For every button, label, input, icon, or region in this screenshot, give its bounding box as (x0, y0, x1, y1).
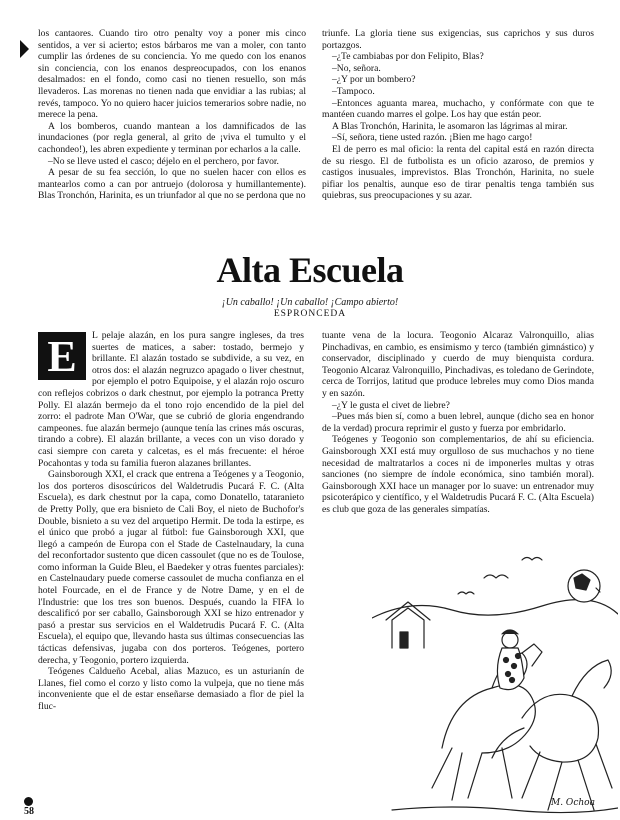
paragraph: A pesar de su fea sección, lo que no suelen hacer con ellos es mantearlos como a can por antruejo (dolorosa y humillantemente). Blas Tronchón, Harinita, es un triunfador al que no se perdona que no (38, 167, 306, 202)
dialogue-line: –Entonces aguanta marea, muchacho, y confórmate con que te mantéen cuando marres el golpe. Los hay que están peor. (322, 97, 594, 121)
column-bottom-right (322, 330, 594, 516)
paragraph: –No se lleve usted el casco; déjelo en el perchero, por favor. (48, 155, 279, 167)
paragraph: Gainsborough XXI, el crack que entrena a Teógenes y a Teogonio, los dos porteros disoscúricos del Waldetrudis Pucará F. C. (Alta Escuela), es dark chestnut por la capa, como Donatello, tataranieto de Pretty Polly, que era bisnieto de Cali Boy, el nieto de Buchofor's Double, bisnieto a su vez del arquetipo Hermit. De toda la estirpe, es el único que probó a jugar al fútbol: fue Gainsborough XXI, que llegó a campeón de Europa con el Stade de Castelnaudary, la cuna del reconfortador sustento que dicen cassoulet (que no es de Toulose, como informan la Guide Bleu, el Baedeker y otras fuentes parciales): en Castelnaudary puede comerse cassoulet de mucha confianza en el hotel Fourcade, en el de France y de Notre Dame, y en el de l'Industrie: que los tres son buenos. Después, cuando la FIFA lo descalificó por ser caballo, Gainsborough XXI se hizo entrenador y pasó a prestar sus servicios en el Waldetrudis Pucará F. C. (Alta Escuela), el equipo que, llevando hasta sus últimas consecuencias las tácticas defensivas, jugaba con dos porteros. Teógenes, portero derecha, y Teogonio, portero izquierda. (38, 469, 304, 666)
column-top-right (322, 28, 594, 202)
page-marker-icon (24, 797, 33, 806)
horses-illustration (372, 548, 618, 820)
jockey (497, 630, 524, 690)
dialogue-line: –Tampoco. (332, 85, 375, 97)
paragraph: A los bomberos, cuando mantean a los damnificados de las inundaciones (por regla general, al grito de ¡viva el tumulto y el cachondeo!), les abren expediente y terminan por echarlos a la calle. (38, 120, 306, 155)
paragraph: A Blas Tronchón, Harinita, le asomaron las lágrimas al mirar. (332, 120, 568, 132)
paragraph: Teógenes Caldueño Acebal, alias Mazuco, es un asturianín de Llanes, fiel como el corzo y listo como la vulpeja, que no tiene más inconveniente que el de estar enseñarse demasiado a flor de piel la fluc- (38, 666, 304, 712)
bird-icon (458, 592, 474, 594)
drop-cap: E (38, 332, 86, 380)
paragraph-text: L pelaje alazán, en los pura sangre ingleses, da tres suertes de matices, a saber: tostado, bermejo y brillante. El alazán tostado se subdivide, a su vez, en otros dos: el alazán negruzco apagado o liver chestnut, por ejemplo el potro Equipoise, y el alazán rojo oscuro con reflejos cobrizos o dark chestnut, por ejemplo la potranca Pretty Polly. El alazán bermejo da el tono rojo encendido de la piel del zorro: el padrote Man O'War, que se cubrió de gloria engendrando campeones. fue alazán bermejo (aunque tenía las crines más oscuras, tirando a cobre). El alazán brillante, a veces con un viso dorado y casi siempre con careta y calcetas, es el más frecuente: el héroe Pocahontas y toda su familia fueron alazanes brillantes. (38, 330, 304, 469)
horse-back (432, 644, 542, 800)
epigraph: ¡Un caballo! ¡Un caballo! ¡Campo abierto! (221, 297, 399, 308)
paragraph: tuante vena de la locura. Teogonio Alcaraz Valronquillo, alias Pinchadivas, en cambio, es ensimismo y terco (también gimnástico) y conservador, disciplinado y cuerdo de muy bienquista cordura. Teogonio Alcaraz Valronquillo, Pinchadivas, es toledano de Gerindote, cerca de Torrijos, latitud que produce lebreles muy como Dios manda y en sazón. (322, 330, 594, 399)
article-heading: Alta Escuela (216, 250, 404, 290)
continuation-marker-icon (20, 40, 29, 58)
page-number: 58 (24, 806, 34, 817)
dialogue-line: –¿Te cambiabas por don Felipito, Blas? (332, 51, 484, 63)
column-top-left (38, 28, 306, 202)
column-bottom-left (38, 330, 304, 713)
paragraph: Teógenes y Teogonio son complementarios, de ahí su eficiencia. Gainsborough XXI está muy orgulloso de sus muchachos y no tiene necesidad de maltratarlos a coces ni de imponerles multas y otras sanciones (no siempre de índole económica, sino también moral). Gainsborough XXI hace un manager por lo suave: un entrenador muy psicoterápico y científico, y el Waldetrudis Pucará F. C. (Alta Escuela) es club que goza de las generales simpatías. (322, 434, 594, 515)
dialogue-line: –¿Y le gusta el civet de liebre? (332, 399, 450, 411)
bird-icon (522, 558, 542, 561)
dialogue-line: –Sí, señora, tiene usted razón. ¡Bien me hago cargo! (332, 132, 533, 144)
paragraph (38, 330, 304, 469)
paragraph: los cantaores. Cuando tiro otro penalty voy a poner mis cinco sentidos, a ver si acierto; estos bárbaros me van a moler, con tanto cumplir las órdenes de su conciencia. Yo me quedo con los enanos sin conciencia, con los enanos despreocupados, con los enanos desalmados: en el fondo, como casi no tienen resuello, son más llevaderos. Las morenas no tienen nada que envidiar a las rubias; al revés, tampoco. Yo no quiero hacer juicios temerarios sobre nadie, no merece la pena. (38, 28, 306, 121)
dialogue-line: –No, señora. (332, 62, 381, 74)
dialogue-line: –Pues más bien sí, como a buen lebrel, aunque (dicho sea en honor de la verdad) procura reprimir el gusto y fuerza por embridarlo. (322, 411, 594, 434)
house-icon (386, 602, 430, 648)
paragraph: triunfe. La gloria tiene sus exigencias, sus caprichos y sus duros portazgos. (322, 28, 594, 51)
dialogue-line: –¿Y por un bombero? (332, 74, 416, 86)
epigraph-author: ESPRONCEDA (273, 309, 347, 319)
paragraph: El de perro es mal oficio: la renta del capital está en razón directa de su riesgo. El de futbolista es un oficio azaroso, de premios y castigos inusuales, imprevistos. Blas Tronchón, Harinita, no suele pifiar los penaltis, aunque eso de tirar penaltis tenga también sus quiebras, sus preocupaciones y su azar. (322, 143, 594, 202)
illustrator-signature: M. Ochoa (551, 798, 595, 808)
ball-icon (568, 570, 600, 602)
bird-icon (484, 575, 508, 578)
